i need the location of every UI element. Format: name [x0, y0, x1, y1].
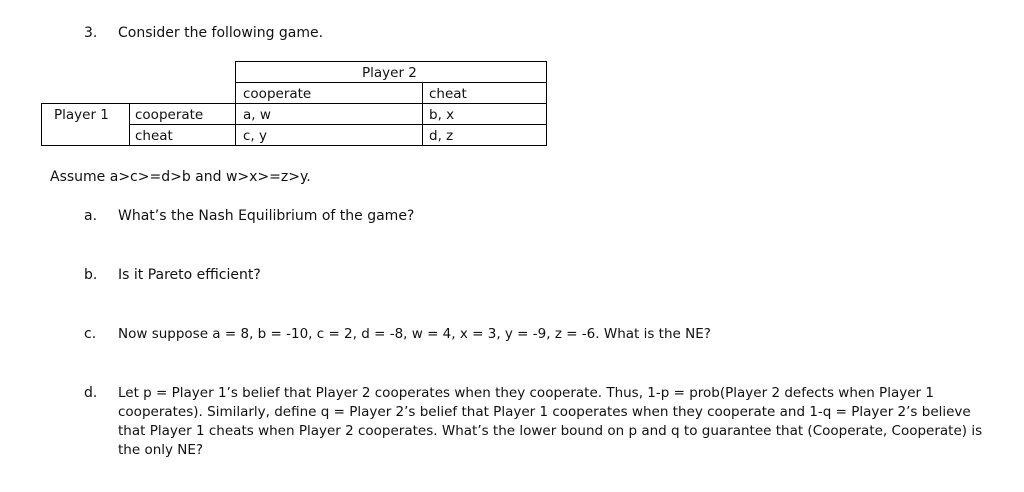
table-border-player2-bottom	[235, 82, 547, 83]
question-intro: Consider the following game.	[118, 25, 324, 41]
part-text-b: Is it Pareto efficient?	[118, 267, 261, 283]
table-border-header-bottom	[41, 103, 547, 104]
col-header-cooperate: cooperate	[243, 86, 312, 102]
part-text-d: Let p = Player 1’s belief that Player 2 cooperates when they cooperate. Thus, 1-p = prob(Player 2 defects when Player 1 cooperates). Similarly, define q = Player 2’s belief that Player 1 cooperates when they cooperate and 1-q = Player 2’s believe that Player 1 cheats when Player 2 cooperates. What’s the lower bound on p and q to guarantee that (Cooperate, Cooperate) is the only NE?	[118, 385, 983, 458]
payoff-cell: b, x	[429, 107, 455, 123]
part-text-a: What’s the Nash Equilibrium of the game?	[118, 208, 415, 224]
table-border-row-header-right	[235, 61, 236, 146]
part-label-b: b.	[84, 267, 98, 283]
part-label-c: c.	[84, 326, 97, 342]
player1-label: Player 1	[54, 107, 109, 123]
table-border-row-divider	[129, 124, 547, 125]
player2-label: Player 2	[362, 65, 417, 81]
payoff-cell: a, w	[243, 107, 271, 123]
table-border-player1-right	[129, 103, 130, 146]
row-header-cooperate: cooperate	[135, 107, 204, 123]
assumption-text: Assume a>c>=d>b and w>x>=z>y.	[50, 169, 311, 185]
payoff-cell: d, z	[429, 128, 454, 144]
table-border-top	[235, 61, 547, 62]
table-border-bottom	[41, 145, 547, 146]
part-label-a: a.	[84, 208, 98, 224]
part-label-d: d.	[84, 385, 98, 401]
table-border-right	[546, 61, 547, 146]
part-text-c: Now suppose a = 8, b = -10, c = 2, d = -8, w = 4, x = 3, y = -9, z = -6. What is the NE?	[118, 326, 711, 342]
table-border-left	[41, 103, 42, 146]
row-header-cheat: cheat	[135, 128, 173, 144]
col-header-cheat: cheat	[429, 86, 467, 102]
payoff-cell: c, y	[243, 128, 267, 144]
table-border-col-divider	[422, 82, 423, 146]
question-number: 3.	[84, 25, 98, 41]
